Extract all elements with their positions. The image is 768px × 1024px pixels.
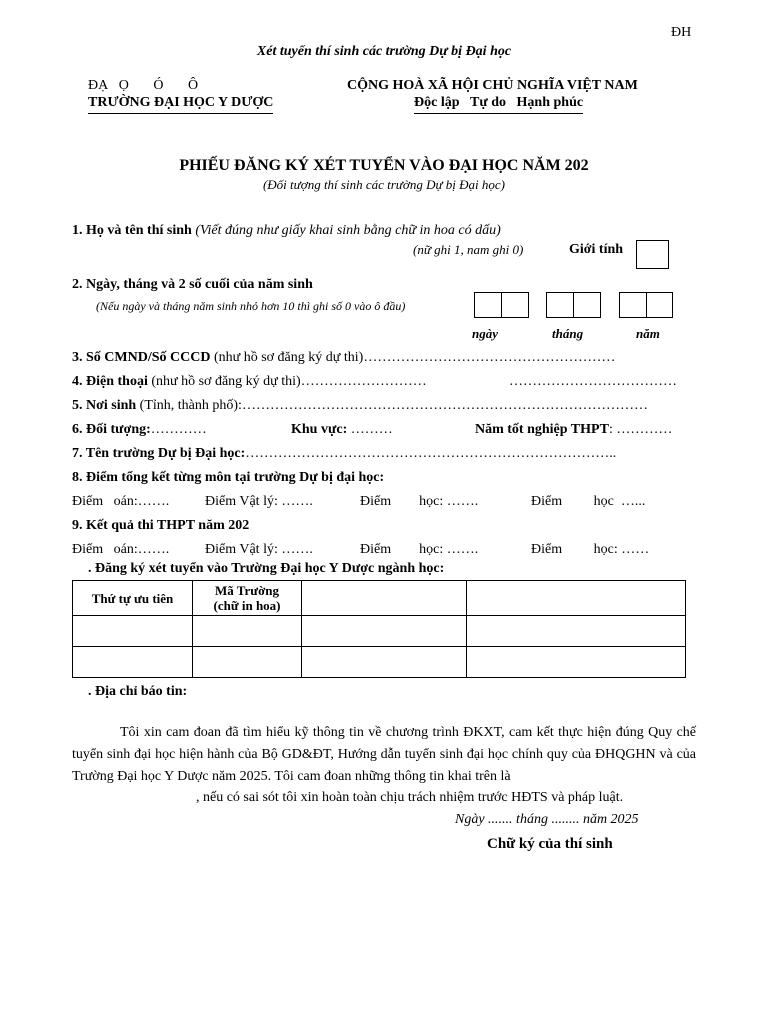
table-cell[interactable] bbox=[193, 616, 302, 647]
grad-dots[interactable]: : ………… bbox=[608, 422, 673, 437]
item8-score-3[interactable]: Điểm học: ……. bbox=[360, 494, 479, 509]
item2-note: (Nếu ngày và tháng năm sinh nhỏ hơn 10 thì ghi số 0 vào ô đầu) bbox=[96, 299, 406, 313]
item5-label: 5. Nơi sinh bbox=[72, 398, 137, 413]
item9-score-4[interactable]: Điểm học: …… bbox=[531, 542, 650, 557]
declaration-paragraph: Tôi xin cam đoan đã tìm hiểu kỹ thông tin về chương trình ĐKXT, cam kết thực hiện đúng Quy chế tuyển sinh đại học hiện hành của Bộ GD&ĐT, Hướng dẫn tuyển sinh đại học chính quy của ĐHQGHN và của Trường Đại học Y Dược năm 2025. Tôi cam đoan những thông tin khai trên là bbox=[72, 725, 696, 784]
item7-label: 7. Tên trường Dự bị Đại học: bbox=[72, 446, 246, 461]
header-school-code bbox=[193, 581, 302, 616]
item4-label: 4. Điện thoại bbox=[72, 374, 148, 389]
motto-text bbox=[414, 95, 583, 114]
item5-note: (Tỉnh, thành phố): bbox=[136, 398, 242, 413]
item4-note: (như hồ sơ đăng ký dự thi) bbox=[147, 374, 301, 389]
area-label: Khu vực: bbox=[291, 422, 348, 437]
year-box-divider bbox=[646, 292, 647, 318]
corner-code: ĐH bbox=[671, 25, 692, 40]
item6-grad bbox=[475, 422, 672, 438]
country-name: CỘNG HOÀ XÃ HỘI CHỦ NGHĨA VIỆT NAM bbox=[347, 78, 638, 93]
school-name-text: TRƯỜNG ĐẠI HỌC Y DƯỢC bbox=[88, 95, 273, 114]
declaration-end: , nếu có sai sót tôi xin hoàn toàn chịu trách nhiệm trước HĐTS và pháp luật. bbox=[196, 790, 624, 805]
gender-box[interactable] bbox=[636, 240, 669, 269]
item2-label: 2. Ngày, tháng và 2 số cuối của năm sinh bbox=[72, 277, 313, 292]
table-cell[interactable] bbox=[467, 647, 686, 678]
item1-label: 1. Họ và tên thí sinh bbox=[72, 223, 192, 238]
item3-dots[interactable]: ……………………………………………… bbox=[363, 350, 616, 365]
date-line[interactable]: Ngày ....... tháng ........ năm 2025 bbox=[455, 812, 639, 827]
item6-target bbox=[72, 422, 207, 438]
item4-dots2[interactable]: ……………………………… bbox=[509, 374, 677, 389]
item5-row bbox=[72, 398, 648, 414]
table-cell[interactable] bbox=[302, 616, 467, 647]
item8-score-4[interactable]: Điểm học …... bbox=[531, 494, 646, 509]
item5-dots[interactable]: …………………………………………………………………………… bbox=[241, 398, 648, 413]
item9-label: 9. Kết quả thi THPT năm 202 bbox=[72, 518, 250, 533]
item8-score-1[interactable]: Điểm oán:……. bbox=[72, 494, 170, 509]
item6-dots1[interactable]: ………… bbox=[150, 422, 207, 437]
header-school-code-line2: (chữ in hoa) bbox=[213, 598, 281, 613]
item11-label: . Địa chỉ báo tin: bbox=[88, 684, 188, 699]
item9-score-2[interactable]: Điểm Vật lý: ……. bbox=[205, 542, 313, 557]
header-col3 bbox=[302, 581, 467, 616]
org-name-line1: ĐẠ Ọ Ó Ô bbox=[88, 78, 199, 93]
table-cell[interactable] bbox=[302, 647, 467, 678]
motto-part-3: Hạnh phúc bbox=[516, 95, 584, 110]
signature-label: Chữ ký của thí sinh bbox=[487, 836, 613, 852]
day-box-divider bbox=[501, 292, 502, 318]
table-row bbox=[73, 647, 686, 678]
item4-dots1[interactable]: ……………………… bbox=[300, 374, 427, 389]
month-box-divider bbox=[573, 292, 574, 318]
item1-note: (Viết đúng như giấy khai sinh bằng chữ in hoa có dấu) bbox=[195, 223, 501, 238]
item4-row bbox=[72, 374, 427, 390]
grad-label: Năm tốt nghiệp THPT bbox=[475, 422, 609, 437]
item10-label: . Đăng ký xét tuyển vào Trường Đại học Y Dược ngành học: bbox=[88, 561, 445, 576]
motto-part-1: Độc lập bbox=[414, 95, 460, 110]
header-subtitle: Xét tuyển thí sinh các trường Dự bị Đại học bbox=[256, 44, 512, 59]
area-dots[interactable]: ……… bbox=[347, 422, 393, 437]
registration-table bbox=[72, 580, 686, 678]
month-label: tháng bbox=[552, 326, 584, 341]
header-col4 bbox=[467, 581, 686, 616]
item9-score-1[interactable]: Điểm oán:……. bbox=[72, 542, 170, 557]
item9-score-3[interactable]: Điểm học: ……. bbox=[360, 542, 479, 557]
table-header-row bbox=[73, 581, 686, 616]
item3-note: (như hồ sơ đăng ký dự thi) bbox=[210, 350, 364, 365]
gender-label: Giới tính bbox=[569, 242, 624, 257]
item1-row bbox=[72, 223, 501, 239]
item6-label: 6. Đối tượng: bbox=[72, 422, 151, 437]
school-name bbox=[88, 95, 273, 114]
item6-area bbox=[291, 422, 393, 438]
table-cell[interactable] bbox=[193, 647, 302, 678]
gender-note: (nữ ghi 1, nam ghi 0) bbox=[413, 242, 524, 257]
motto-part-2: Tự do bbox=[470, 95, 507, 110]
table-cell[interactable] bbox=[467, 616, 686, 647]
form-subtitle: (Đối tượng thí sinh các trường Dự bị Đại học) bbox=[262, 177, 506, 192]
item7-row bbox=[72, 446, 616, 462]
item7-dots[interactable]: …………………………………………………………………….. bbox=[245, 446, 617, 461]
table-cell[interactable] bbox=[73, 647, 193, 678]
motto bbox=[414, 95, 583, 114]
form-title: PHIẾU ĐĂNG KÝ XÉT TUYỂN VÀO ĐẠI HỌC NĂM 202 bbox=[179, 157, 589, 174]
table-cell[interactable] bbox=[73, 616, 193, 647]
item8-score-2[interactable]: Điểm Vật lý: ……. bbox=[205, 494, 313, 509]
header-school-code-line1: Mã Trường bbox=[215, 583, 279, 598]
day-label: ngày bbox=[472, 326, 498, 341]
header-priority: Thứ tự ưu tiên bbox=[73, 581, 193, 616]
year-label: năm bbox=[636, 326, 660, 341]
table-row bbox=[73, 616, 686, 647]
item8-label: 8. Điểm tổng kết từng môn tại trường Dự bị đại học: bbox=[72, 470, 385, 485]
item3-row bbox=[72, 350, 615, 366]
item3-label: 3. Số CMND/Số CCCD bbox=[72, 350, 211, 365]
